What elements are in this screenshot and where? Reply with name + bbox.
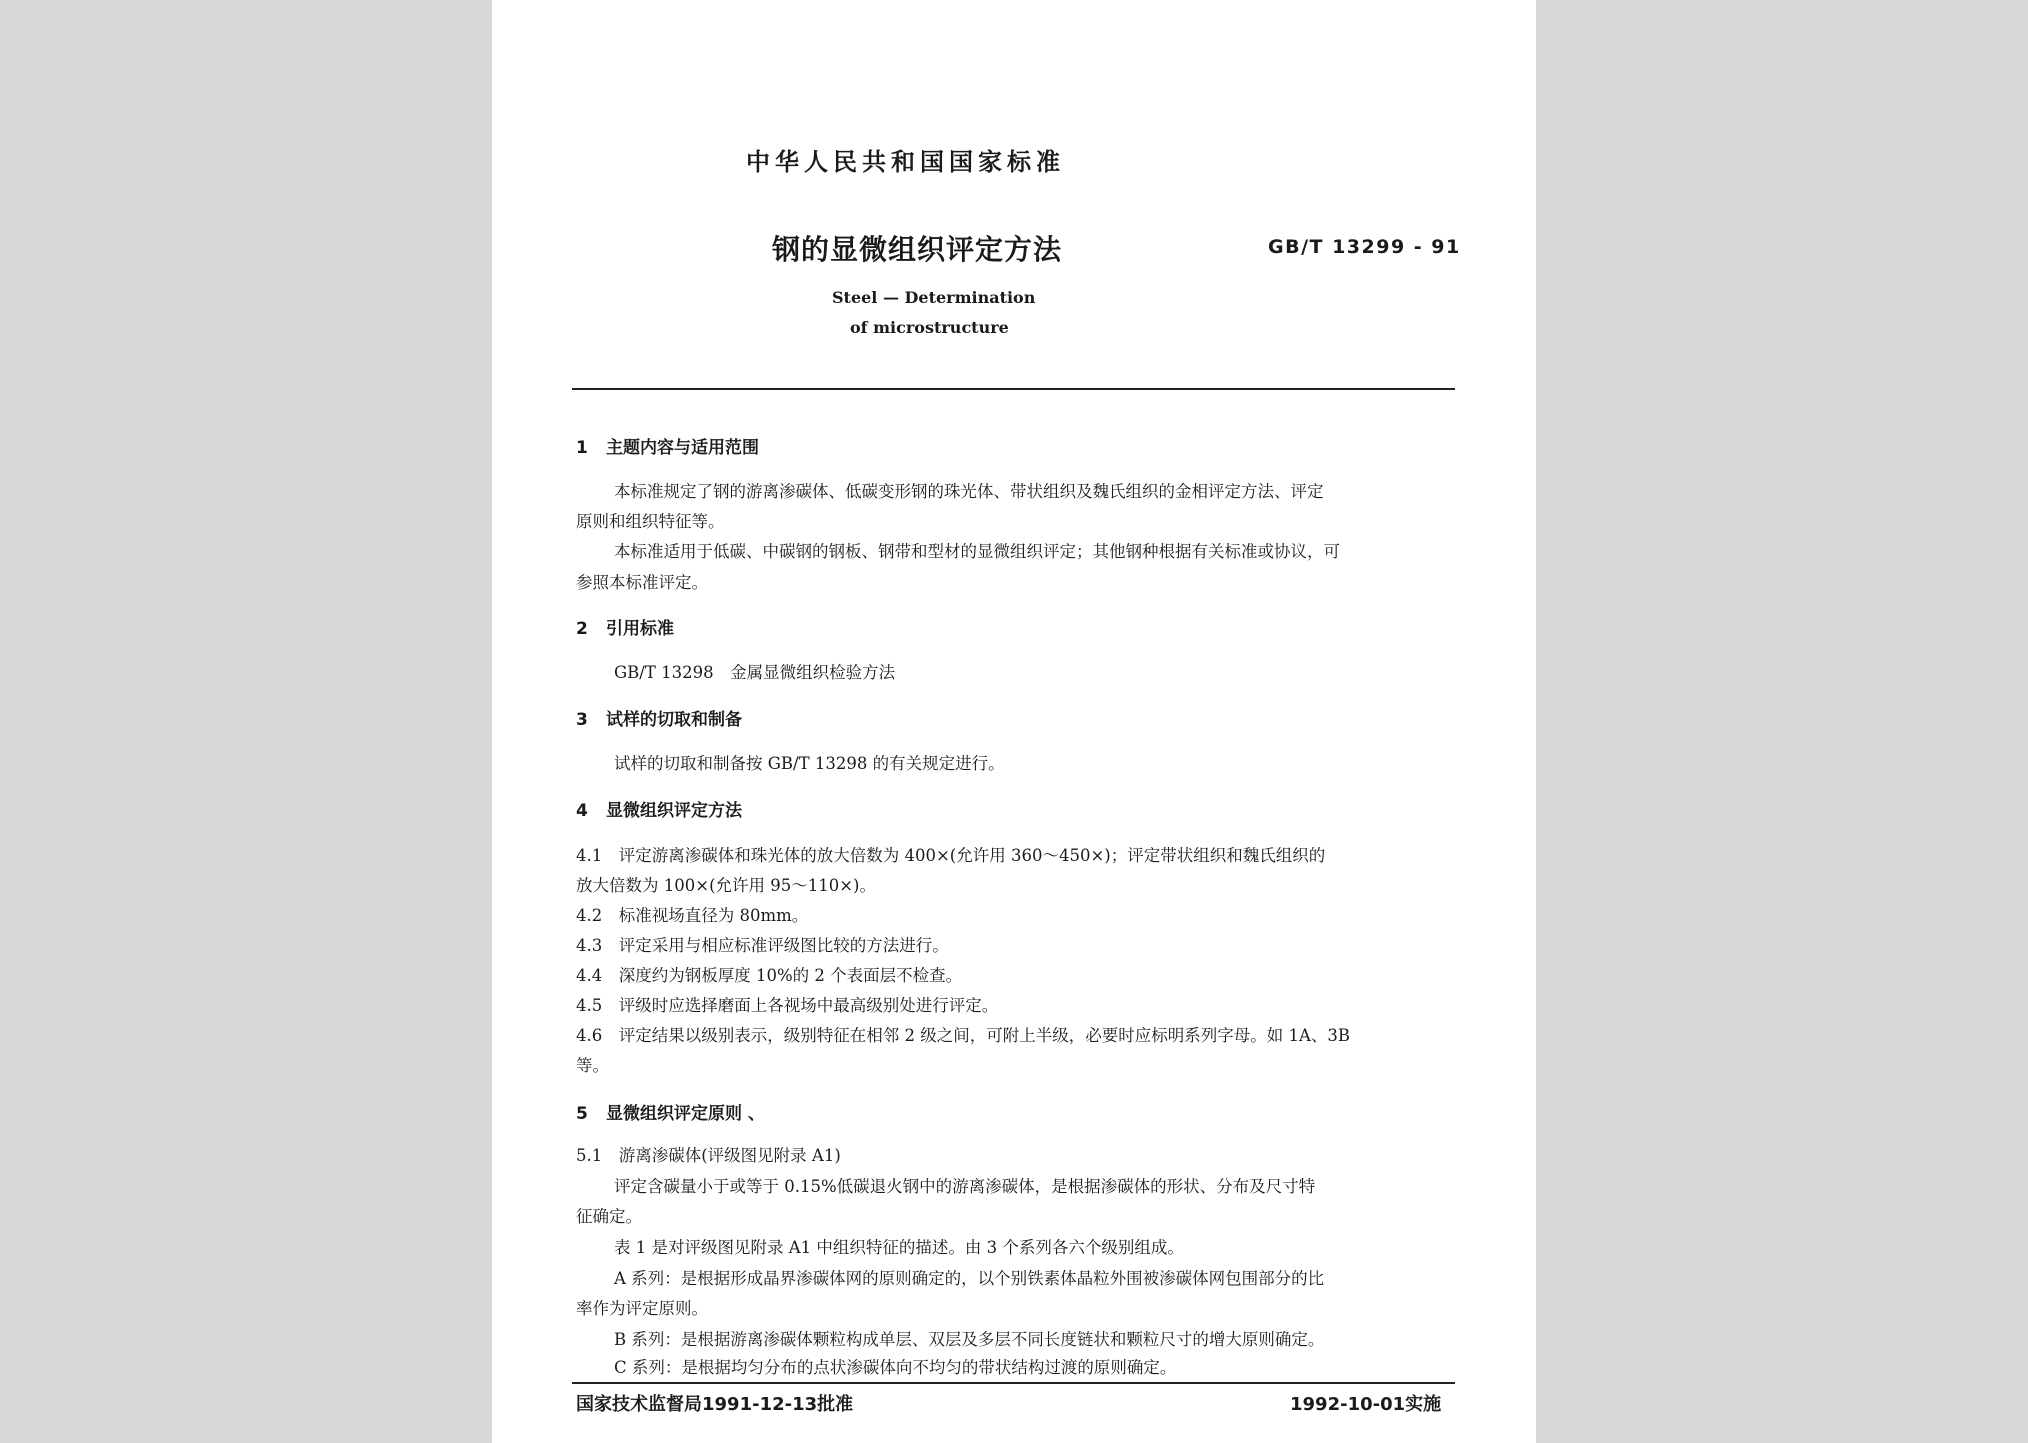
section-3-title: 试样的切取和制备 xyxy=(606,710,742,730)
section-4-item-6-line-1: 4.6 评定结果以级别表示，级别特征在相邻 2 级之间，可附上半级，必要时应标明系列字母。如 1A、3B xyxy=(576,1026,1351,1045)
standard-code: GB/T 13299 - 91 xyxy=(1268,236,1461,258)
section-3-number: 3 xyxy=(576,710,588,730)
section-2-number: 2 xyxy=(576,619,588,639)
section-2-title: 引用标准 xyxy=(606,619,674,639)
section-2-heading xyxy=(576,614,674,639)
section-1-title: 主题内容与适用范围 xyxy=(606,438,759,458)
section-1-heading xyxy=(576,433,759,458)
section-5-heading xyxy=(576,1099,765,1124)
section-4-item-2: 4.2 标准视场直径为 80mm。 xyxy=(576,906,809,925)
section-2-reference: GB/T 13298 金属显微组织检验方法 xyxy=(614,663,896,682)
section-5-number: 5 xyxy=(576,1104,588,1124)
section-5-para-4: B 系列：是根据游离渗碳体颗粒构成单层、双层及多层不同长度链状和颗粒尺寸的增大原则确定。 xyxy=(614,1330,1325,1349)
section-5-para-3-line-1: A 系列：是根据形成晶界渗碳体网的原则确定的，以个别铁素体晶粒外围被渗碳体网包围部分的比 xyxy=(614,1269,1325,1288)
section-5-para-3-line-2: 率作为评定原则。 xyxy=(576,1299,708,1318)
national-standard-header: 中华人民共和国国家标准 xyxy=(746,148,1065,176)
effective-date: 1992-10-01实施 xyxy=(1290,1394,1442,1415)
section-5-title: 显微组织评定原则 、 xyxy=(606,1104,765,1124)
section-4-item-6-line-2: 等。 xyxy=(576,1056,609,1075)
section-5-para-1-line-2: 征确定。 xyxy=(576,1207,642,1226)
section-1-para-2-line-2: 参照本标准评定。 xyxy=(576,573,708,592)
section-5-1-heading: 5.1 游离渗碳体(评级图见附录 A1) xyxy=(576,1146,841,1165)
section-4-item-4: 4.4 深度约为钢板厚度 10%的 2 个表面层不检查。 xyxy=(576,966,963,985)
issue-date: 国家技术监督局1991-12-13批准 xyxy=(576,1394,854,1415)
section-5-para-5: C 系列：是根据均匀分布的点状渗碳体向不均匀的带状结构过渡的原则确定。 xyxy=(614,1358,1177,1377)
footer-divider xyxy=(572,1382,1455,1384)
english-title-line-2: of microstructure xyxy=(850,318,1009,337)
document-page xyxy=(492,0,1536,1443)
section-4-number: 4 xyxy=(576,801,588,821)
section-4-item-1-line-2: 放大倍数为 100×(允许用 95～110×)。 xyxy=(576,876,876,895)
section-4-item-3: 4.3 评定采用与相应标准评级图比较的方法进行。 xyxy=(576,936,949,955)
section-1-para-1-line-1: 本标准规定了钢的游离渗碳体、低碳变形钢的珠光体、带状组织及魏氏组织的金相评定方法、评定 xyxy=(614,482,1324,501)
section-5-para-1-line-1: 评定含碳量小于或等于 0.15%低碳退火钢中的游离渗碳体，是根据渗碳体的形状、分布及尺寸特 xyxy=(614,1177,1316,1196)
section-3-para-1: 试样的切取和制备按 GB/T 13298 的有关规定进行。 xyxy=(614,754,1005,773)
section-1-para-1-line-2: 原则和组织特征等。 xyxy=(576,512,725,531)
section-5-para-2: 表 1 是对评级图见附录 A1 中组织特征的描述。由 3 个系列各六个级别组成。 xyxy=(614,1238,1184,1257)
section-4-item-5: 4.5 评级时应选择磨面上各视场中最高级别处进行评定。 xyxy=(576,996,999,1015)
section-4-title: 显微组织评定方法 xyxy=(606,801,742,821)
document-title: 钢的显微组织评定方法 xyxy=(772,233,1063,266)
english-title-line-1: Steel — Determination xyxy=(832,288,1036,307)
section-1-para-2-line-1: 本标准适用于低碳、中碳钢的钢板、钢带和型材的显微组织评定；其他钢种根据有关标准或协议，可 xyxy=(614,542,1340,561)
section-4-item-1-line-1: 4.1 评定游离渗碳体和珠光体的放大倍数为 400×(允许用 360～450×)；评定带状组织和魏氏组织的 xyxy=(576,846,1326,865)
section-1-number: 1 xyxy=(576,438,588,458)
section-4-heading xyxy=(576,796,742,821)
header-divider xyxy=(572,388,1455,390)
section-3-heading xyxy=(576,705,742,730)
